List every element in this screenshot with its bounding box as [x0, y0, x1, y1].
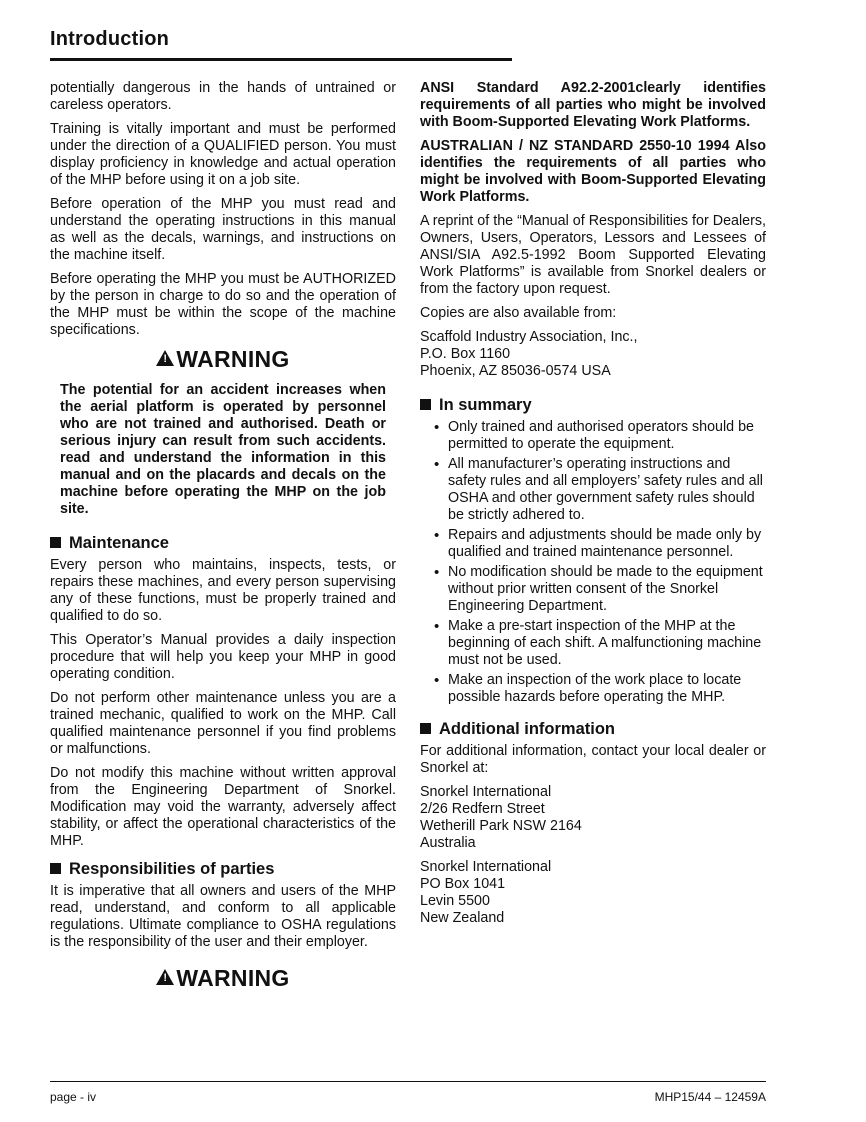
section-heading-additional: Additional information [420, 720, 766, 739]
section-heading-responsibilities: Responsibilities of parties [50, 860, 396, 879]
list-item: • Make an inspection of the work place to locate possible hazards before operating the MHP. [448, 672, 766, 706]
aus-nz-standard: AUSTRALIAN / NZ STANDARD 2550-10 1994 Also identifies the requirements of all parties who might be involved with Boom-Supported Elevating Work Platforms. [420, 138, 766, 205]
address-new-zealand: Snorkel International PO Box 1041 Levin 5500 New Zealand [420, 859, 552, 926]
page-number: page - iv [50, 1090, 97, 1104]
paragraph: This Operator’s Manual provides a daily inspection procedure that will help you keep your MHP in good operating condition. [50, 632, 396, 682]
list-item: • All manufacturer’s operating instructions and safety rules and all employers’ safety rules and all OSHA and other government safety rules should be strictly adhered to. [448, 456, 766, 524]
list-item: • No modification should be made to the equipment without prior written consent of the Snorkel Engineering Department. [448, 564, 766, 615]
section-heading-summary: In summary [420, 396, 766, 415]
warning-triangle-icon [156, 350, 174, 366]
paragraph: potentially dangerous in the hands of untrained or careless operators. [50, 80, 396, 113]
title-rule [50, 58, 512, 61]
warning-label: WARNING [176, 346, 290, 372]
paragraph: It is imperative that all owners and users of the MHP read, understand, and conform to all applicable regulations. Ultimate compliance to OSHA regulations is the responsibility of the user and their employer. [50, 883, 396, 950]
list-item: • Only trained and authorised operators should be permitted to operate the equipment. [448, 419, 766, 453]
paragraph: A reprint of the “Manual of Responsibilities for Dealers, Owners, Users, Operators, Lessors and Lessees of ANSI/SIA A92.5-1992 Boom Supported Elevating Work Platforms” is available from Snorkel dealers or from the factory upon request. [420, 213, 766, 297]
document-number: MHP15/44 – 12459A [654, 1090, 766, 1104]
section-heading-maintenance: Maintenance [50, 534, 396, 553]
paragraph: For additional information, contact your local dealer or Snorkel at: [420, 743, 766, 776]
square-bullet-icon [50, 537, 61, 548]
address-australia: Snorkel International 2/26 Redfern Street Wetherill Park NSW 2164 Australia [420, 784, 582, 851]
paragraph: Do not perform other maintenance unless you are a trained mechanic, qualified to work on the MHP. Call qualified maintenance personnel if you find problems or malfunctions. [50, 690, 396, 757]
warning-triangle-icon [156, 969, 174, 985]
list-item: • Repairs and adjustments should be made only by qualified and trained maintenance personnel. [448, 527, 766, 561]
sia-address: Scaffold Industry Association, Inc., P.O. Box 1160 Phoenix, AZ 85036-0574 USA [420, 329, 638, 379]
square-bullet-icon [420, 399, 431, 410]
ansi-standard: ANSI Standard A92.2-2001clearly identifies requirements of all parties who might be involved with Boom-Supported Elevating Work Platforms. [420, 80, 766, 130]
warning-label: WARNING [176, 965, 290, 991]
square-bullet-icon [420, 723, 431, 734]
paragraph: Before operation of the MHP you must read and understand the operating instructions in this manual as well as the decals, warnings, and instructions on the machine itself. [50, 196, 396, 263]
square-bullet-icon [50, 863, 61, 874]
left-column [50, 80, 396, 1001]
paragraph: Do not modify this machine without written approval from the Engineering Department of Snorkel. Modification may void the warranty, adversely affect stability, or affect the operational characteristics of the MHP. [50, 765, 396, 849]
paragraph: Before operating the MHP you must be AUTHORIZED by the person in charge to do so and the operation of the MHP must be within the scope of the machine specifications. [50, 271, 396, 338]
paragraph: Training is vitally important and must be performed under the direction of a QUALIFIED person. You must display proficiency in knowledge and actual operation of the MHP before using it on a job site. [50, 121, 396, 188]
warning-text: The potential for an accident increases when the aerial platform is operated by personnel who are not trained and authorised. Death or serious injury can result from such accidents. read and understand the information in this manual and on the placards and decals on the machine before operating the MHP on the job site. [60, 382, 386, 517]
footer-rule [50, 1081, 766, 1082]
paragraph: Copies are also available from: [420, 305, 617, 321]
paragraph: Every person who maintains, inspects, tests, or repairs these machines, and every person supervising any of these functions, must be properly trained and qualified to do so. [50, 557, 396, 624]
list-item: • Make a pre-start inspection of the MHP at the beginning of each shift. A malfunctioning machine must not be used. [448, 618, 766, 669]
warning-heading [50, 346, 396, 372]
summary-list [420, 419, 766, 706]
page-title: Introduction [50, 28, 170, 50]
warning-heading [50, 965, 396, 991]
right-column [420, 80, 766, 934]
